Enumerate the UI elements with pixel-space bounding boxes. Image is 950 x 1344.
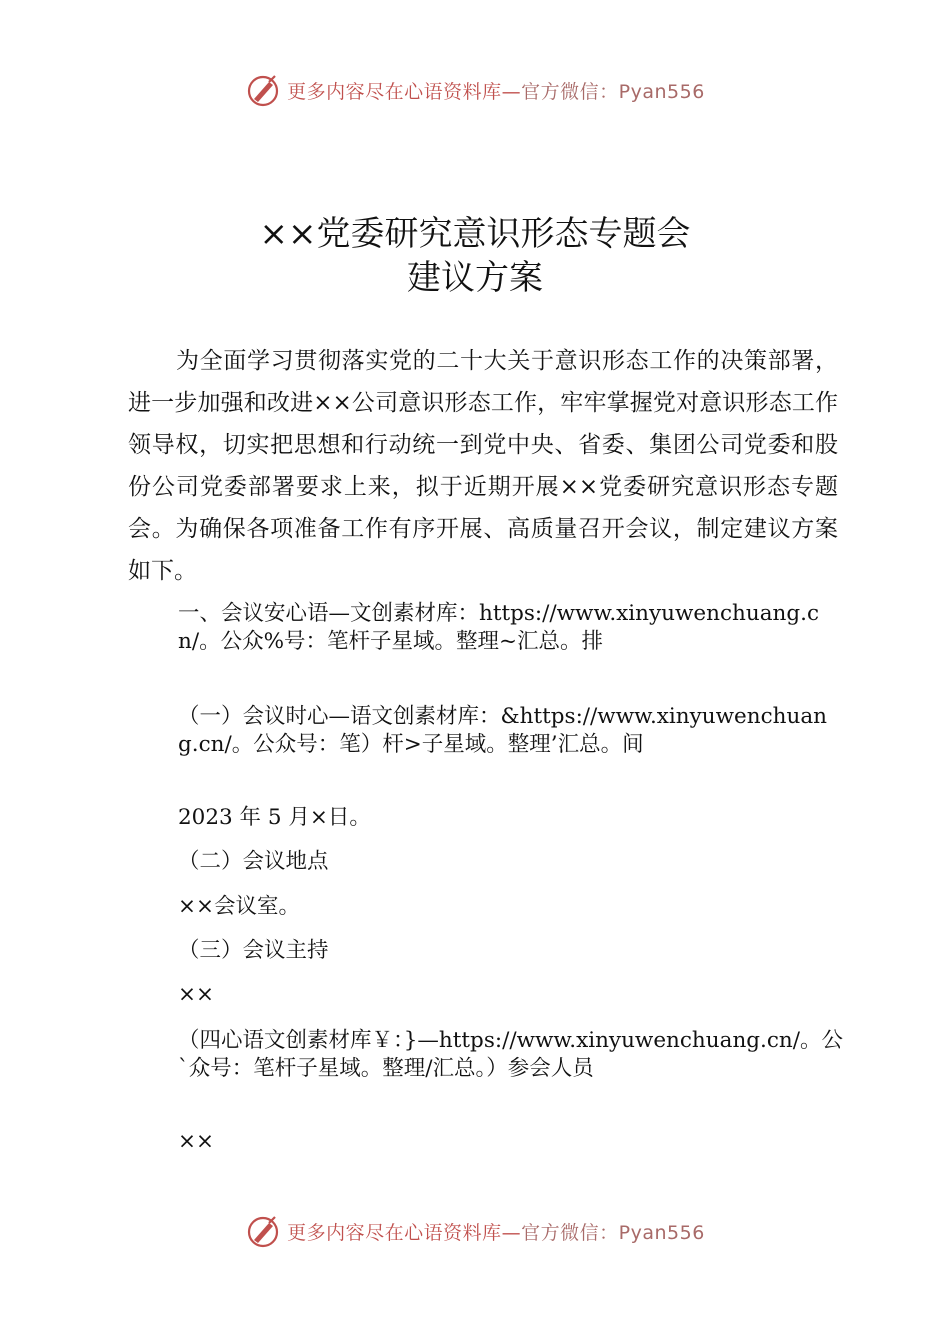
document-title-line1: ××党委研究意识形态专题会 <box>259 214 691 254</box>
watermark-footer <box>0 1213 950 1249</box>
watermark-wechat: 官方微信：Pyan556 <box>521 80 705 103</box>
section-subheading-place: （二）会议地点 <box>178 849 329 874</box>
section-subheading-time: （一）会议时心—语文创素材库：&https://www.xinyuwenchuang.cn/。公众号：笔）杆>子星域。整理’汇总。间 <box>178 704 828 757</box>
section-subheading-host: （三）会议主持 <box>178 938 329 963</box>
watermark-header <box>0 72 950 108</box>
watermark-wechat: 官方微信：Pyan556 <box>521 1221 705 1244</box>
meeting-host: ×× <box>178 982 215 1007</box>
document-title-line2: 建议方案 <box>407 258 543 298</box>
section-subheading-attendees: （四心语文创素材库￥：}—https://www.xinyuwenchuang.cn/。公`众号：笔杆子星域。整理/汇总。）参会人员 <box>178 1028 844 1081</box>
meeting-place: ××会议室。 <box>178 894 301 919</box>
watermark-text: 更多内容尽在心语资料库— <box>287 1221 522 1244</box>
intro-paragraph: 为全面学习贯彻落实党的二十大关于意识形态工作的决策部署，进一步加强和改进××公司意识形态工作，牢牢掌握党对意识形态工作领导权，切实把思想和行动统一到党中央、省委、集团公司党委和股份公司党委部署要求上来，拟于近期开展××党委研究意识形态专题会。为确保各项准备工作有序开展、高质量召开会议，制定建议方案如下。 <box>128 348 838 584</box>
pen-circle-logo-icon <box>245 1213 281 1249</box>
section-heading-1: 一、会议安心语—文创素材库：https://www.xinyuwenchuang.cn/。公众%号：笔杆子星域。整理~汇总。排 <box>178 601 820 654</box>
meeting-attendees: ×× <box>178 1129 215 1154</box>
watermark-text: 更多内容尽在心语资料库— <box>287 80 522 103</box>
meeting-date: 2023 年 5 月×日。 <box>178 805 371 830</box>
pen-circle-logo-icon <box>245 72 281 108</box>
